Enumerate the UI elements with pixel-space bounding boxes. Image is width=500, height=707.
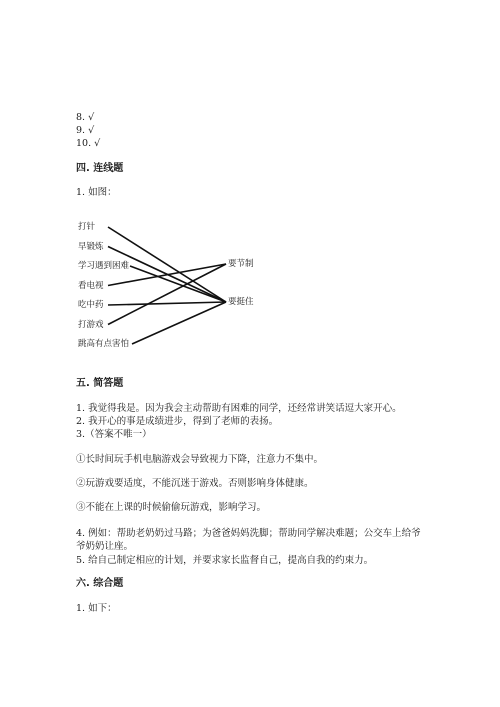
answer-paragraph-2: 2. 我开心的事是成绩进步，得到了老师的表扬。	[76, 416, 279, 427]
answer-number: 10.	[76, 138, 92, 149]
left-item: 打针	[78, 222, 96, 232]
answer-paragraph-5: 5. 给自己制定相应的计划，并要求家长监督自己，提高自我的约束力。	[76, 555, 374, 566]
check-mark: √	[88, 112, 95, 123]
answer-paragraph-1: 1. 我觉得我是。因为我会主动帮助有困难的同学，还经常讲笑话逗大家开心。	[76, 403, 402, 414]
check-mark: √	[94, 138, 101, 149]
left-item: 早锻炼	[78, 241, 104, 252]
section-6-title: 六. 综合题	[76, 578, 124, 589]
answer-paragraph-3: 3.（答案不唯一）	[76, 429, 152, 440]
section-4-title: 四. 连线题	[76, 163, 124, 174]
answer-paragraph-4: 4. 例如：帮助老奶奶过马路；为爸爸妈妈洗脚；帮助同学解决难题；公交车上给爷爷奶奶让座。	[76, 528, 421, 552]
section-4-question-1: 1. 如图：	[76, 187, 117, 198]
right-item: 要节制	[228, 259, 254, 269]
answer-item-1: ①长时间玩手机电脑游戏会导致视力下降，注意力不集中。	[76, 454, 324, 465]
answer-number: 8.	[76, 112, 86, 123]
answer-item-3: ③不能在上课的时候偷偷玩游戏，影响学习。	[76, 502, 267, 513]
left-item: 看电视	[78, 280, 104, 291]
answer-number: 9.	[76, 125, 86, 136]
connection-line	[132, 302, 226, 344]
check-mark: √	[88, 125, 95, 136]
right-item: 要挺住	[228, 297, 254, 307]
section-6-question-1: 1. 如下：	[76, 603, 117, 614]
section-5-title: 五. 简答题	[76, 378, 124, 389]
connection-line	[108, 302, 226, 305]
left-item: 打游戏	[78, 319, 104, 330]
left-item: 学习遇到困难	[78, 261, 130, 271]
left-item: 跳高有点害怕	[78, 339, 130, 349]
answer-item-2: ②玩游戏要适度，不能沉迷于游戏。否则影响身体健康。	[76, 478, 314, 489]
left-item: 吃中药	[78, 300, 104, 310]
